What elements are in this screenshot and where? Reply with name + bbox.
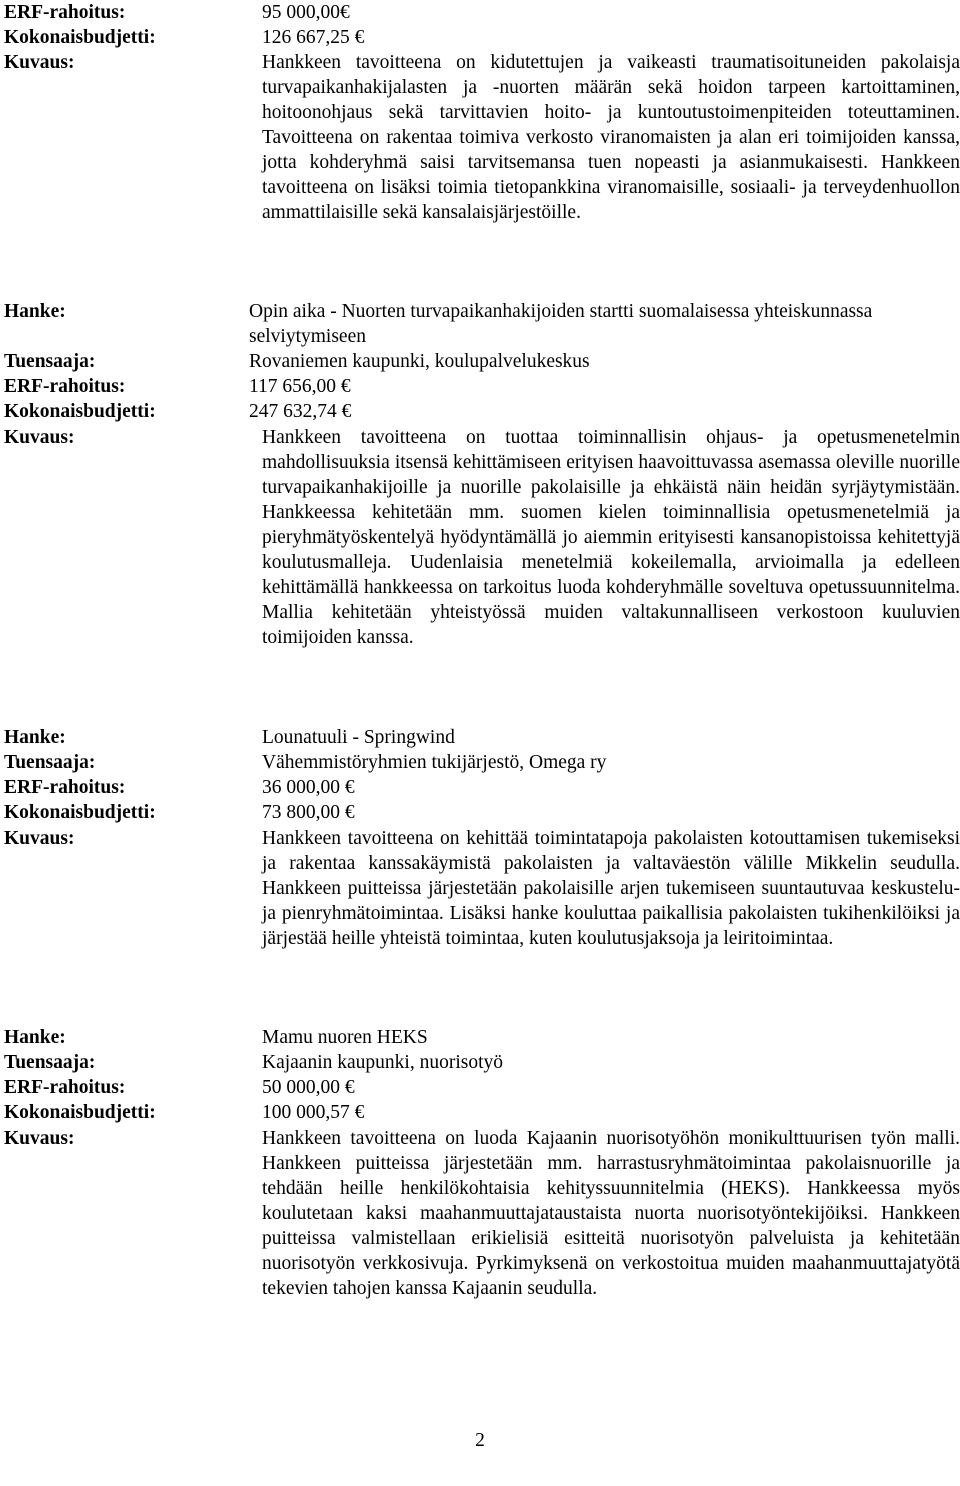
budget-value: 247 632,74 €	[249, 401, 352, 422]
erf-label: ERF-rahoitus:	[4, 777, 126, 798]
description: Hankkeen tavoitteena on kidutettujen ja vaikeasti traumatisoituneiden pakolaisja turvapaikanhakijalasten ja -nuorten määrän sekä hoidon tarpeen kartoittaminen, hoitoonohjaus sekä tarvittavien hoito- ja kuntoutustoimenpiteiden toteuttaminen. Tavoitteena on rakentaa toimiva verkosto viranomaisten ja alan eri toimijoiden kanssa, jotta kohderyhmä saisi tarvitsemansa tuen nopeasti ja asianmukaisesti. Hankkeen tavoitteena on lisäksi toimia tietopankkina viranomaisille, sosiaali- ja terveydenhuollon ammattilaisille sekä kansalaisjärjestöille.	[262, 52, 960, 223]
page-number: 2	[475, 1430, 485, 1451]
erf-value: 95 000,00€	[262, 2, 350, 23]
erf-label: ERF-rahoitus:	[4, 2, 126, 23]
owner-label: Tuensaaja:	[4, 351, 96, 372]
desc-label: Kuvaus:	[4, 52, 75, 73]
description: Hankkeen tavoitteena on kehittää toimintatapoja pakolaisten kotouttamisen tukemiseksi ja rakentaa kanssakäymistä pakolaisten ja valtaväestön välille Mikkelin seudulla. Hankkeen puitteissa järjestetään pakolaisille arjen tukemiseen suuntautuvaa keskustelu- ja pienryhmätoimintaa. Lisäksi hanke kouluttaa paikallisia pakolaisten tukihenkilöiksi ja järjestää heille yhteistä toimintaa, kuten koulutusjaksoja ja leiritoimintaa.	[262, 828, 960, 949]
budget-label: Kokonaisbudjetti:	[4, 27, 156, 48]
owner-value: Kajaanin kaupunki, nuorisotyö	[262, 1052, 503, 1073]
description: Hankkeen tavoitteena on tuottaa toiminnallisin ohjaus- ja opetusmenetelmin mahdollisuuksia itsensä kehittämiseen erityisen haavoittuvassa asemassa oleville nuorille turvapaikanhakijoille ja nuorille pakolaisille ja ehkäistä näin heidän syrjäytymistään. Hankkeessa kehitetään mm. suomen kielen toiminnallisia opetusmenetelmiä ja pieryhmätyöskentelyä hyödyntämällä jo aiemmin erityisesti kansanopistoissa kehitettyjä koulutusmalleja. Uudenlaisia menetelmiä kokeilemalla, arvioimalla ja edelleen kehittämällä hankkeessa on tarkoitus luoda kohderyhmälle soveltuva opetussuunnitelma. Mallia kehitetään yhteistyössä muiden valtakunnalliseen verkostoon kuuluvien toimijoiden kanssa.	[262, 427, 960, 648]
erf-value: 117 656,00 €	[249, 376, 351, 397]
desc-label: Kuvaus:	[4, 828, 75, 849]
owner-value: Rovaniemen kaupunki, koulupalvelukeskus	[249, 351, 590, 372]
owner-label: Tuensaaja:	[4, 1052, 96, 1073]
erf-label: ERF-rahoitus:	[4, 376, 126, 397]
project-title: Opin aika - Nuorten turvapaikanhakijoiden startti suomalaisessa yhteiskunnassa selviytymiseen	[249, 301, 873, 347]
budget-label: Kokonaisbudjetti:	[4, 401, 156, 422]
owner-label: Tuensaaja:	[4, 752, 96, 773]
budget-label: Kokonaisbudjetti:	[4, 1102, 156, 1123]
project-label: Hanke:	[4, 727, 66, 748]
erf-value: 36 000,00 €	[262, 777, 355, 798]
project-label: Hanke:	[4, 301, 66, 322]
budget-value: 73 800,00 €	[262, 802, 355, 823]
project-label: Hanke:	[4, 1027, 66, 1048]
budget-value: 126 667,25 €	[262, 27, 365, 48]
desc-label: Kuvaus:	[4, 1128, 75, 1149]
desc-label: Kuvaus:	[4, 427, 75, 448]
project-title: Lounatuuli - Springwind	[262, 727, 455, 748]
erf-value: 50 000,00 €	[262, 1077, 355, 1098]
project-title: Mamu nuoren HEKS	[262, 1027, 428, 1048]
budget-value: 100 000,57 €	[262, 1102, 365, 1123]
owner-value: Vähemmistöryhmien tukijärjestö, Omega ry	[262, 752, 607, 773]
description: Hankkeen tavoitteena on luoda Kajaanin nuorisotyöhön monikulttuurisen työn malli. Hankkeen puitteissa järjestetään mm. harrastusryhmätoimintaa pakolaisnuorille ja tehdään heille henkilökohtaisia kehityssuunnitelmia (HEKS). Hankkeessa myös koulutetaan kaksi maahanmuuttajataustaista nuorta nuorisotyöntekijöiksi. Hankkeen puitteissa valmistellaan erikielisiä esitteitä nuorisotyön palveluista ja kehitetään nuorisotyön verkkosivuja. Pyrkimyksenä on verkostoitua muiden maahanmuuttajatyötä tekevien tahojen kanssa Kajaanin seudulla.	[262, 1128, 960, 1299]
budget-label: Kokonaisbudjetti:	[4, 802, 156, 823]
erf-label: ERF-rahoitus:	[4, 1077, 126, 1098]
